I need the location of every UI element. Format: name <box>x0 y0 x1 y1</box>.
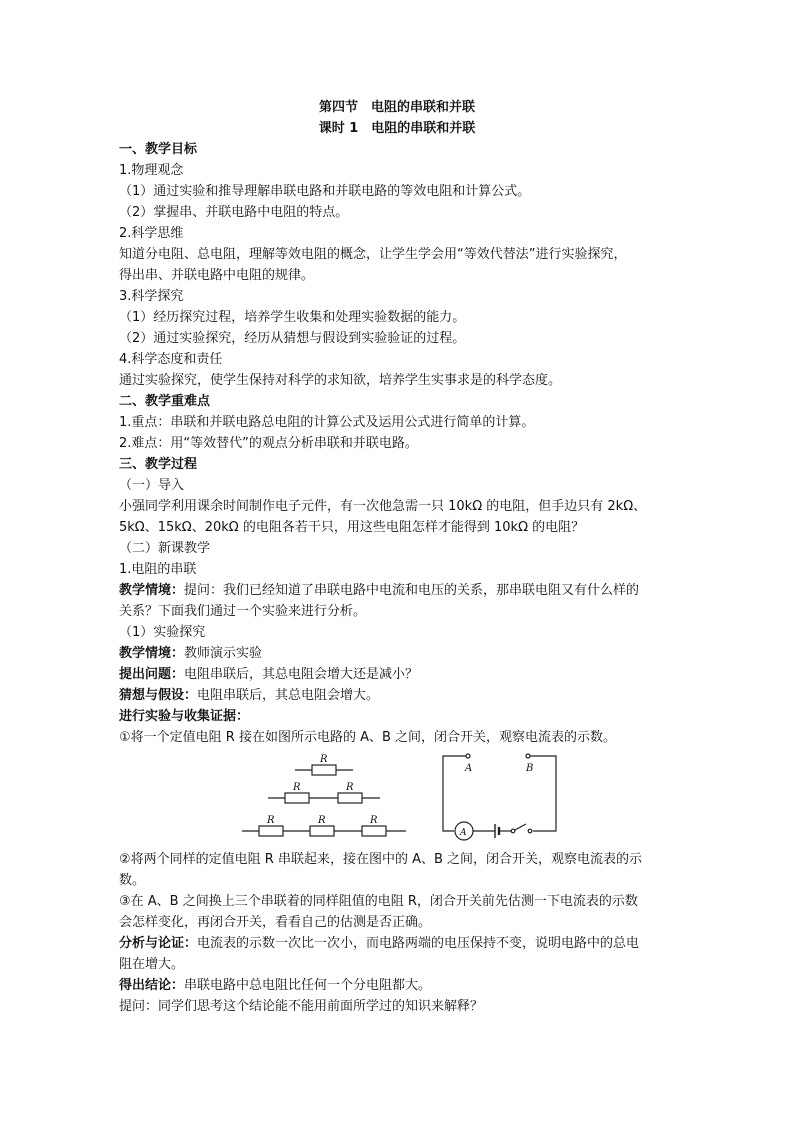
resistor-double-2 <box>338 793 362 803</box>
intro-line-1: 小强同学利用课余时间制作电子元件，有一次他急需一只 10kΩ 的电阻，但手边只有 2kΩ、 <box>119 499 647 514</box>
resistor-triple-1 <box>259 826 283 836</box>
objective-3-b: （2）通过实验探究，经历从猜想与假设到实验验证的过程。 <box>119 331 466 346</box>
point-a-label: A <box>465 763 473 774</box>
keypoint-2: 2.难点：用“等效替代”的观点分析串联和并联电路。 <box>119 436 418 451</box>
question-label: 提出问题： <box>119 667 185 682</box>
scene2-line <box>119 644 262 663</box>
terminal-a <box>466 754 470 758</box>
resistor-triple-2 <box>310 826 334 836</box>
analysis-line-2: 阻在增大。 <box>119 957 185 972</box>
circuit-figure <box>240 750 570 845</box>
new-lesson-title: （二）新课教学 <box>119 541 211 556</box>
question-text: 电阻串联后，其总电阻会增大还是减小？ <box>184 667 419 682</box>
lesson-title: 课时 1 电阻的串联和并联 <box>318 121 476 136</box>
step-2-b: 数。 <box>119 873 146 888</box>
keypoint-1: 1.重点：串联和并联电路总电阻的计算公式及运用公式进行简单的计算。 <box>119 415 535 430</box>
objective-1-b: （2）掌握串、并联电路中电阻的特点。 <box>119 205 349 220</box>
evidence-label: 进行实验与收集证据： <box>119 709 250 724</box>
objective-2-title: 2.科学思维 <box>119 226 184 241</box>
switch-lever <box>515 824 526 830</box>
intro-title: （一）导入 <box>119 478 185 493</box>
objective-4-title: 4.科学态度和责任 <box>119 352 223 367</box>
analysis-label: 分析与论证： <box>119 936 198 951</box>
objective-4-a: 通过实验探究，使学生保持对科学的求知欲，培养学生实事求是的科学态度。 <box>119 373 562 388</box>
hypothesis-line <box>119 686 379 705</box>
resistor-label: R <box>346 782 354 793</box>
ammeter-label: A <box>460 828 467 838</box>
resistor-triple-3 <box>362 826 386 836</box>
scene-line-2: 关系？下面我们通过一个实验来进行分析。 <box>119 604 367 619</box>
scene-text-1: 提问：我们已经知道了串联电路中电流和电压的关系，那串联电阻又有什么样的 <box>184 583 640 598</box>
section-title: 第四节 电阻的串联和并联 <box>318 100 475 115</box>
final-question: 提问：同学们思考这个结论能不能用前面所学过的知识来解释？ <box>119 999 484 1014</box>
resistor-label: R <box>318 815 326 826</box>
resistor-label: R <box>370 815 378 826</box>
series-title: 1.电阻的串联 <box>119 562 197 577</box>
conclusion-text: 串联电路中总电阻比任何一个分电阻都大。 <box>184 978 432 993</box>
hypothesis-label: 猜想与假设： <box>119 688 198 703</box>
point-b-label: B <box>526 763 534 774</box>
scene-label: 教学情境： <box>119 583 185 598</box>
scene2-text: 教师演示实验 <box>184 646 263 661</box>
step-1: ①将一个定值电阻 R 接在如图所示电路的 A、B 之间，闭合开关，观察电流表的示数。 <box>119 730 617 745</box>
analysis-text-1: 电流表的示数一次比一次小，而电路两端的电压保持不变，说明电路中的总电 <box>197 936 640 951</box>
conclusion-line <box>119 976 431 995</box>
keypoints-heading: 二、教学重难点 <box>119 394 211 409</box>
resistor-label: R <box>293 782 301 793</box>
objective-1-a: （1）通过实验和推导理解串联电路和并联电路的等效电阻和计算公式。 <box>119 184 531 199</box>
step-3-a: ③在 A、B 之间换上三个串联着的同样阻值的电阻 R，闭合开关前先估测一下电流表的示数 <box>119 894 638 909</box>
objective-2-a: 知道分电阻、总电阻，理解等效电阻的概念，让学生学会用“等效代替法”进行实验探究， <box>119 247 627 262</box>
resistor-double-1 <box>285 793 309 803</box>
question-line <box>119 665 418 684</box>
experiment-title: （1）实验探究 <box>119 625 206 640</box>
step-3-b: 会怎样变化，再闭合开关，看看自己的估测是否正确。 <box>119 915 432 930</box>
objective-3-a: （1）经历探究过程，培养学生收集和处理实验数据的能力。 <box>119 310 466 325</box>
scene2-label: 教学情境： <box>119 646 185 661</box>
objectives-heading: 一、教学目标 <box>119 142 198 157</box>
objective-1-title: 1.物理观念 <box>119 163 184 178</box>
objective-3-title: 3.科学探究 <box>119 289 184 304</box>
objective-2-b: 得出串、并联电路中电阻的规律。 <box>119 268 315 283</box>
switch-pivot <box>511 829 515 833</box>
scene-line-1 <box>119 581 639 600</box>
step-2-a: ②将两个同样的定值电阻 R 串联起来，接在图中的 A、B 之间，闭合开关，观察电流表的示 <box>119 852 643 867</box>
conclusion-label: 得出结论： <box>119 978 185 993</box>
hypothesis-text: 电阻串联后，其总电阻会增大。 <box>197 688 380 703</box>
resistor-label: R <box>267 815 275 826</box>
resistor-label: R <box>320 754 328 765</box>
analysis-line-1 <box>119 934 639 953</box>
intro-line-2: 5kΩ、15kΩ、20kΩ 的电阻各若干只，用这些电阻怎样才能得到 10kΩ 的电阻？ <box>119 520 585 535</box>
process-heading: 三、教学过程 <box>119 457 198 472</box>
terminal-b <box>526 754 530 758</box>
resistor-single <box>312 765 336 775</box>
